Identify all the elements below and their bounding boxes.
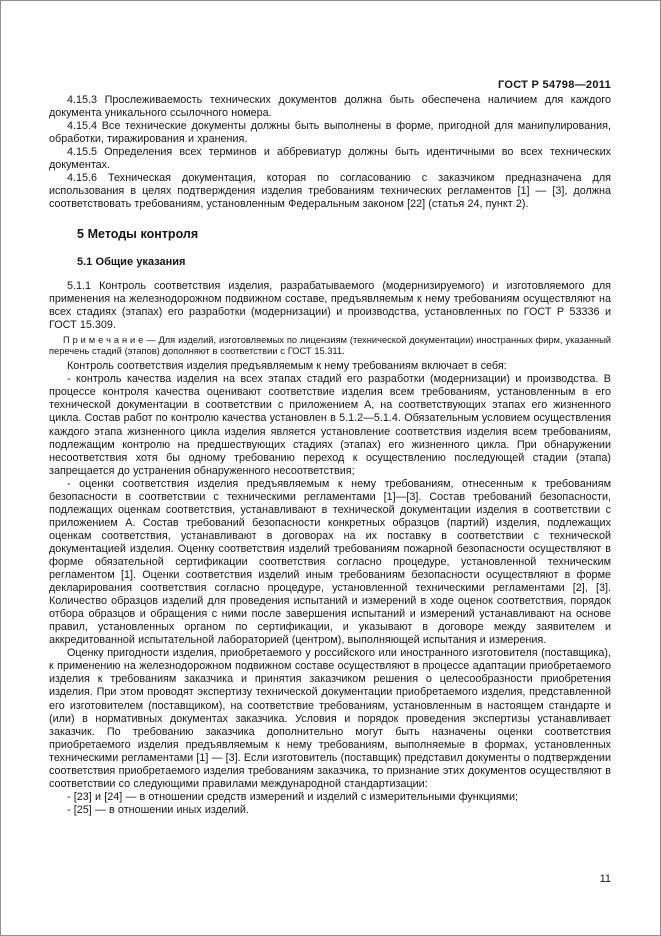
paragraph: Оценку пригодности изделия, приобретаемого у российского или иностранного изготовителя (поставщика), к применению на железнодорожном подвижном составе осуществляют в процессе адаптации приобретаемого изделия к требованиям заказчика и принятия заказчиком решения о целесообразности приобретения изделия. При этом проводят экспертизу технической документации приобретаемого изделия, представленной его изготовителем (поставщиком), на соответствие требованиям, установленным в настоящем стандарте и (или) в нормативных документах заказчика. Условия и порядок проведения экспертизы устанавливает заказчик. По требованию заказчика дополнительно могут быть назначены оценки соответствия приобретаемого изделия предъявляемым к нему требованиям, выполняемые в формах, установленных техническими регламентами [1] — [3]. Если изготовитель (поставщик) представил документы о подтверждении соответствия приобретаемого изделия требованиям заказчика, то признание этих документов осуществляют в соответствии со следующими правилами международной стандартизации: (49, 647, 611, 790)
paragraph: - [23] и [24] — в отношении средств измерений и изделий с измерительными функциями; (67, 790, 518, 803)
paragraph: - оценки соответствия изделия предъявляемым к нему требованиям, отнесенным к требованиям безопасности в соответствии с техническими регламентами [1]—[3]. Состав требований безопасности, подлежащих оценкам соответствия, устанавливают в технической документации изделия в соответствии с приложением А. Состав требований безопасности конкретных образцов (партий) изделия, подлежащих оценкам соответствия, устанавливают в договорах на их поставку в соответствии с технической документацией изделия. Оценку соответствия изделий требованиям пожарной безопасности осуществляют в форме обязательной сертификации соответствия согласно процедуре, установленной техническим регламентом [1]. Оценки соответствия изделий иным требованиям безопасности осуществляют в форме декларирования соответствия согласно процедуре, установленной техническими регламентами [2], [3]. Количество образцов изделий для проведения испытаний и измерений в ходе оценок соответствия, порядок отбора образцов и обращения с ними после завершения испытаний и измерений устанавливают на основе правил, установленных органом по сертификации, и указывают в договоре между заявителем и аккредитованной испытательной лабораторией (центром), выполняющей испытания и измерения. (49, 477, 611, 647)
paragraph: 4.15.3 Прослеживаемость технических документов должна быть обеспечена наличием для каждого документа уникального ссылочного номера. (49, 94, 611, 120)
paragraph: - контроль качества изделия на всех этапах стадий его разработки (модернизации) и производства. В процессе контроля качества оценивают соответствие изделия всем требованиям, установленным в его технической документации в соответствии с приложением А, на соответствующих этапах его жизненного цикла. Состав работ по контролю качества установлен в 5.1.2—5.1.4. Обязательным условием осуществления каждого этапа жизненного цикла изделия является установление соответствия изделия всем требованиям, подлежащим контролю на предшествующих стадиях (этапах) его жизненного цикла. При обнаружении несоответствия хотя бы одному требованию переход к осуществлению последующей стадии (этапа) запрещается до устранения обнаруженного несоответствия; (49, 373, 611, 477)
paragraph: 4.15.6 Техническая документация, которая по согласованию с заказчиком предназначена для использования в целях подтверждения изделия требованиям технических регламентов [1] — [3], должна соответствовать требованиям, установленным Федеральным законом [22] (статья 24, пункт 2). (49, 172, 611, 211)
page-number: 11 (599, 873, 611, 885)
section-heading: 5.1 Общие указания (77, 256, 186, 269)
section-heading: 5 Методы контроля (77, 227, 199, 242)
document-content (49, 94, 611, 817)
paragraph: П р и м е ч а н и е — Для изделий, изготовляемых по лицензиям (технической документации) иностранных фирм, указанный перечень стадий (этапов) дополняют в соответствии с ГОСТ 15.311. (49, 334, 611, 356)
paragraph: 4.15.4 Все технические документы должны быть выполнены в форме, пригодной для манипулирования, обработки, тиражирования и хранения. (49, 120, 611, 146)
doc-number: ГОСТ Р 54798—2011 (497, 79, 611, 91)
paragraph: - [25] — в отношении иных изделий. (67, 803, 249, 816)
paragraph: Контроль соответствия изделия предъявляемым к нему требованиям включает в себя: (67, 360, 507, 373)
page-footer (49, 873, 611, 885)
paragraph: 5.1.1 Контроль соответствия изделия, разрабатываемого (модернизируемого) и изготовляемого для применения на железнодорожном подвижном составе, предъявляемым к нему требованиям осуществляют на всех стадиях (этапах) его разработки (модернизации) и производства, установленных по ГОСТ Р 53336 и ГОСТ 15.309. (49, 279, 611, 331)
page-header (49, 79, 611, 91)
paragraph: 4.15.5 Определения всех терминов и аббревиатур должны быть идентичными во всех технических документах. (49, 146, 611, 172)
